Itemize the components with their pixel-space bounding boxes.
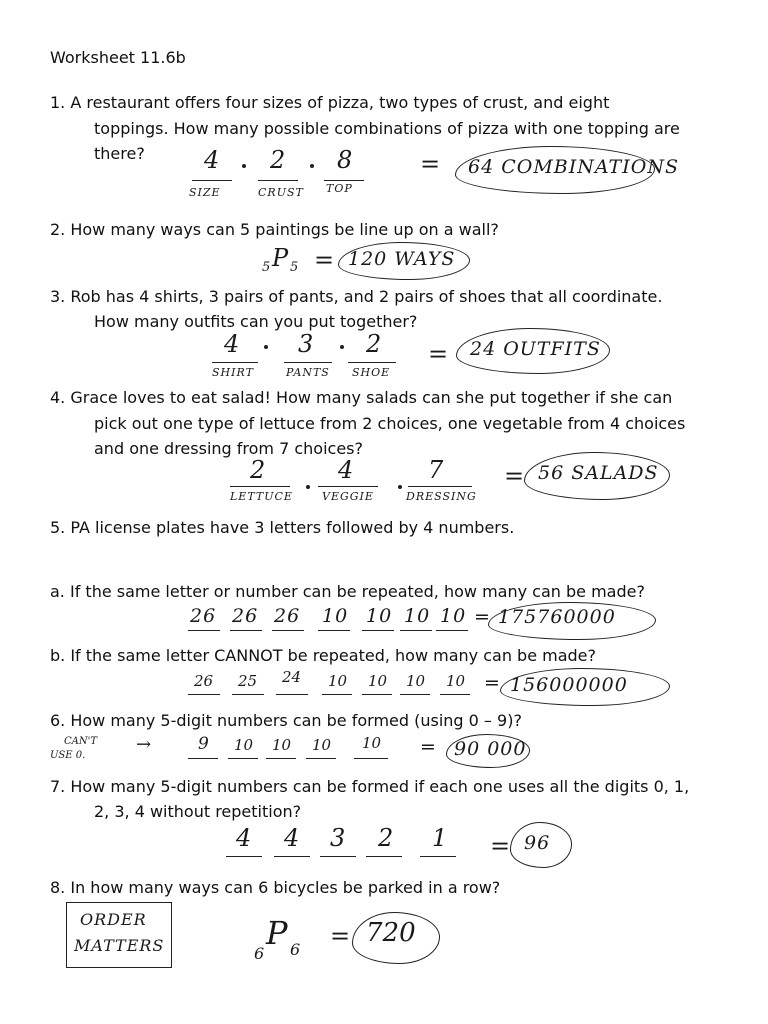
q1-answer: 64 COMBINATIONS [468, 156, 679, 178]
q6-blank [306, 758, 336, 759]
q5b-factor: 25 [238, 672, 258, 690]
multiply-dot [340, 345, 344, 349]
q1-text-line-1: 1. A restaurant offers four sizes of pizza, two types of crust, and eight [50, 93, 610, 112]
q5a-factor: 26 [232, 605, 259, 627]
q5b-blank [188, 694, 220, 695]
q1-text-line-3: there? [94, 144, 145, 163]
q3-factor: 2 [366, 330, 382, 358]
q4-factor-label: DRESSING [406, 490, 477, 503]
q1-factor-label: TOP [326, 182, 353, 195]
q7-blank [420, 856, 456, 857]
q4-factor-label: LETTUCE [230, 490, 293, 503]
q6-note-line-2: USE 0. [50, 750, 86, 761]
q4-factor: 7 [428, 456, 444, 484]
q5a-factor: 10 [322, 605, 349, 627]
q3-factor: 4 [224, 330, 240, 358]
q8-note-line-2: MATTERS [74, 936, 165, 955]
q6-equals: = [420, 736, 437, 758]
multiply-dot [264, 345, 268, 349]
multiply-dot [242, 164, 246, 168]
q6-note-line-1: CAN'T [64, 736, 98, 747]
q7-text-line-2: 2, 3, 4 without repetition? [94, 802, 302, 821]
q5a-factor: 10 [440, 605, 467, 627]
worksheet-title: Worksheet 11.6b [50, 48, 186, 67]
q4-text-line-3: and one dressing from 7 choices? [94, 439, 363, 458]
q5b-answer: 156000000 [510, 674, 628, 696]
q7-answer: 96 [524, 832, 551, 854]
q5a-blank [230, 630, 262, 631]
q5b-factor: 10 [368, 672, 388, 690]
q5b-equals: = [484, 672, 501, 694]
q5a-blank [318, 630, 350, 631]
q4-blank [230, 486, 290, 487]
q6-factor: 10 [272, 736, 292, 754]
q2-text: 2. How many ways can 5 paintings be line up on a wall? [50, 220, 499, 239]
q6-blank [188, 758, 218, 759]
q6-text: 6. How many 5-digit numbers can be formed (using 0 – 9)? [50, 711, 522, 730]
q7-blank [274, 856, 310, 857]
q5b-blank [322, 694, 352, 695]
q5b-factor: 10 [328, 672, 348, 690]
q4-answer: 56 SALADS [538, 462, 659, 484]
q1-blank [258, 180, 298, 181]
q5a-blank [436, 630, 468, 631]
q8-answer: 720 [366, 918, 416, 948]
q3-answer: 24 OUTFITS [470, 338, 601, 360]
q7-blank [366, 856, 402, 857]
q5b-blank [362, 694, 392, 695]
q5b-blank [232, 694, 264, 695]
q7-factor: 4 [236, 824, 252, 852]
q5a-blank [400, 630, 432, 631]
q3-factor: 3 [298, 330, 314, 358]
q1-blank [324, 180, 364, 181]
q7-text-line-1: 7. How many 5-digit numbers can be formed if each one uses all the digits 0, 1, [50, 777, 690, 796]
q8-perm-n: 6 [254, 944, 265, 963]
q5a-factor: 10 [404, 605, 431, 627]
q2-perm-r: 5 [290, 260, 299, 275]
q2-perm-n: 5 [262, 260, 271, 275]
q4-factor-label: VEGGIE [322, 490, 374, 503]
q3-equals: = [428, 340, 449, 368]
q3-blank [348, 362, 396, 363]
q1-equals: = [420, 150, 441, 178]
q5b-blank [276, 694, 308, 695]
q8-equals: = [330, 922, 351, 950]
q7-factor: 4 [284, 824, 300, 852]
q6-factor: 9 [198, 734, 209, 754]
q4-text-line-2: pick out one type of lettuce from 2 choices, one vegetable from 4 choices [94, 414, 686, 433]
q6-factor: 10 [234, 736, 254, 754]
q5a-blank [272, 630, 304, 631]
q6-blank [266, 758, 296, 759]
q7-blank [226, 856, 262, 857]
q8-perm-symbol: P [266, 914, 288, 952]
q5b-factor: 10 [446, 672, 466, 690]
q5-text: 5. PA license plates have 3 letters followed by 4 numbers. [50, 518, 515, 537]
q7-factor: 2 [378, 824, 394, 852]
q2-equals: = [314, 246, 335, 274]
q1-factor-label: SIZE [189, 186, 221, 199]
q1-blank [192, 180, 232, 181]
q6-factor: 10 [312, 736, 332, 754]
q5b-factor: 26 [194, 672, 214, 690]
q7-blank [320, 856, 356, 857]
q5a-answer: 175760000 [498, 606, 616, 628]
q3-text-line-2: How many outfits can you put together? [94, 312, 418, 331]
q1-factor: 4 [204, 146, 220, 174]
q3-text-line-1: 3. Rob has 4 shirts, 3 pairs of pants, and 2 pairs of shoes that all coordinate. [50, 287, 663, 306]
q5b-blank [400, 694, 430, 695]
q3-factor-label: SHOE [352, 366, 391, 379]
q6-answer: 90 000 [454, 738, 527, 760]
q5a-factor: 26 [190, 605, 217, 627]
q1-factor: 8 [337, 146, 353, 174]
multiply-dot [398, 485, 402, 489]
q5b-text: b. If the same letter CANNOT be repeated, how many can be made? [50, 646, 597, 665]
q4-equals: = [504, 462, 525, 490]
q5b-factor: 10 [406, 672, 426, 690]
q5a-blank [362, 630, 394, 631]
q2-answer: 120 WAYS [348, 248, 456, 270]
q6-blank [354, 758, 388, 759]
q4-factor: 4 [338, 456, 354, 484]
multiply-dot [310, 164, 314, 168]
q5a-equals: = [474, 606, 491, 628]
q4-blank [408, 486, 472, 487]
q4-blank [318, 486, 378, 487]
q7-factor: 3 [330, 824, 346, 852]
q7-factor: 1 [432, 824, 448, 852]
q7-equals: = [490, 832, 511, 860]
q6-blank [228, 758, 258, 759]
q8-text: 8. In how many ways can 6 bicycles be parked in a row? [50, 878, 501, 897]
q5a-factor: 26 [274, 605, 301, 627]
arrow-icon: → [136, 734, 152, 755]
q2-perm-symbol: P [272, 244, 289, 272]
q4-text-line-1: 4. Grace loves to eat salad! How many salads can she put together if she can [50, 388, 673, 407]
q1-text-line-2: toppings. How many possible combinations of pizza with one topping are [94, 119, 680, 138]
q5a-blank [188, 630, 220, 631]
q3-factor-label: PANTS [286, 366, 330, 379]
q6-factor: 10 [362, 734, 382, 752]
q3-factor-label: SHIRT [212, 366, 254, 379]
q3-blank [212, 362, 258, 363]
q5a-factor: 10 [366, 605, 393, 627]
q1-factor-label: CRUST [258, 186, 304, 199]
q8-note-line-1: ORDER [80, 910, 147, 929]
q3-blank [284, 362, 332, 363]
q5b-factor: 24 [282, 668, 302, 686]
q5b-blank [440, 694, 470, 695]
multiply-dot [306, 485, 310, 489]
q8-perm-r: 6 [290, 940, 301, 959]
q4-factor: 2 [250, 456, 266, 484]
q5a-text: a. If the same letter or number can be repeated, how many can be made? [50, 582, 645, 601]
q1-factor: 2 [270, 146, 286, 174]
